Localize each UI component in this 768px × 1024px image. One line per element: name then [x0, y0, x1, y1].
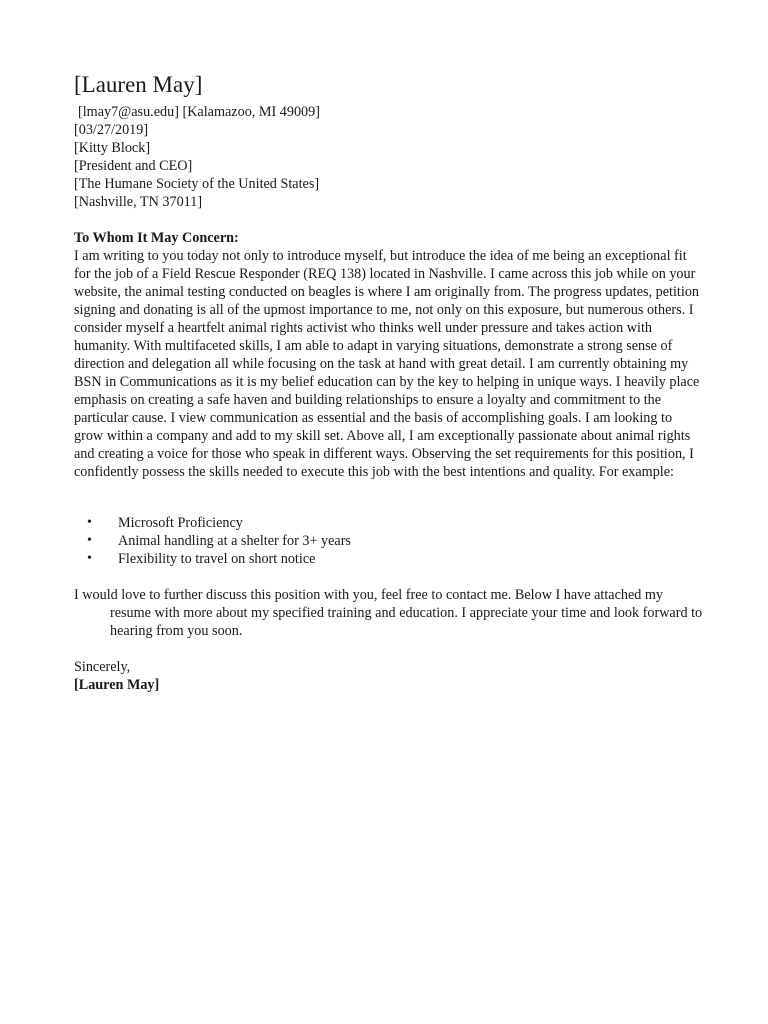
list-item: [74, 532, 704, 550]
sender-name-heading: [Lauren May]: [74, 72, 203, 97]
sender-contact: [lmay7@asu.edu] [Kalamazoo, MI 49009]: [78, 104, 320, 120]
salutation: To Whom It May Concern:: [74, 230, 239, 246]
bullet-icon: •: [87, 515, 92, 530]
body-paragraph: I am writing to you today not only to introduce myself, but introduce the idea of me being an exceptional fit for the job of a Field Rescue Responder (REQ 138) located in Nashville. I came across this job while on your website, the animal testing conducted on beagles is where I am originally from. The progress updates, petition signing and donating is all of the upmost importance to me, not only on this exposure, but numerous others. I consider myself a heartfelt animal rights activist who thinks well under pressure and takes action with humanity. With multifaceted skills, I am able to adapt in varying situations, demonstrate a strong sense of direction and delegation all while focusing on the task at hand with great detail. I am currently obtaining my BSN in Communications as it is my belief education can by the key to helping in unique ways. I heavily place emphasis on creating a safe haven and building relationships to ensure a loyalty and commitment to the particular cause. I view communication as essential and the basis of accomplishing goals. I am looking to grow within a company and add to my skill set. Above all, I am exceptionally passionate about animal rights and creating a voice for those who speak in different ways. Observing the set requirements for this position, I confidently possess the skills needed to execute this job with the best intentions and quality. For example:: [74, 248, 700, 480]
skill-text: Flexibility to travel on short notice: [118, 551, 316, 567]
signature: [Lauren May]: [74, 677, 160, 693]
signoff: Sincerely,: [74, 659, 131, 675]
skill-text: Animal handling at a shelter for 3+ years: [118, 533, 351, 549]
list-item: [74, 514, 704, 532]
skill-text: Microsoft Proficiency: [118, 515, 243, 531]
bullet-icon: •: [87, 533, 92, 548]
recipient-title: [President and CEO]: [74, 158, 193, 174]
cover-letter-page: [74, 70, 704, 694]
skills-list: [74, 514, 704, 568]
bullet-icon: •: [87, 551, 92, 566]
letter-date: [03/27/2019]: [74, 122, 149, 138]
closing-paragraph: I would love to further discuss this position with you, feel free to contact me. Below I have attached my resume with more about my specified training and education. I appreciate your time and look forward to hearing from you soon.: [74, 587, 703, 639]
list-item: [74, 550, 704, 568]
recipient-name: [Kitty Block]: [74, 140, 151, 156]
recipient-organization: [The Humane Society of the United States]: [74, 176, 320, 192]
recipient-address: [Nashville, TN 37011]: [74, 194, 203, 210]
